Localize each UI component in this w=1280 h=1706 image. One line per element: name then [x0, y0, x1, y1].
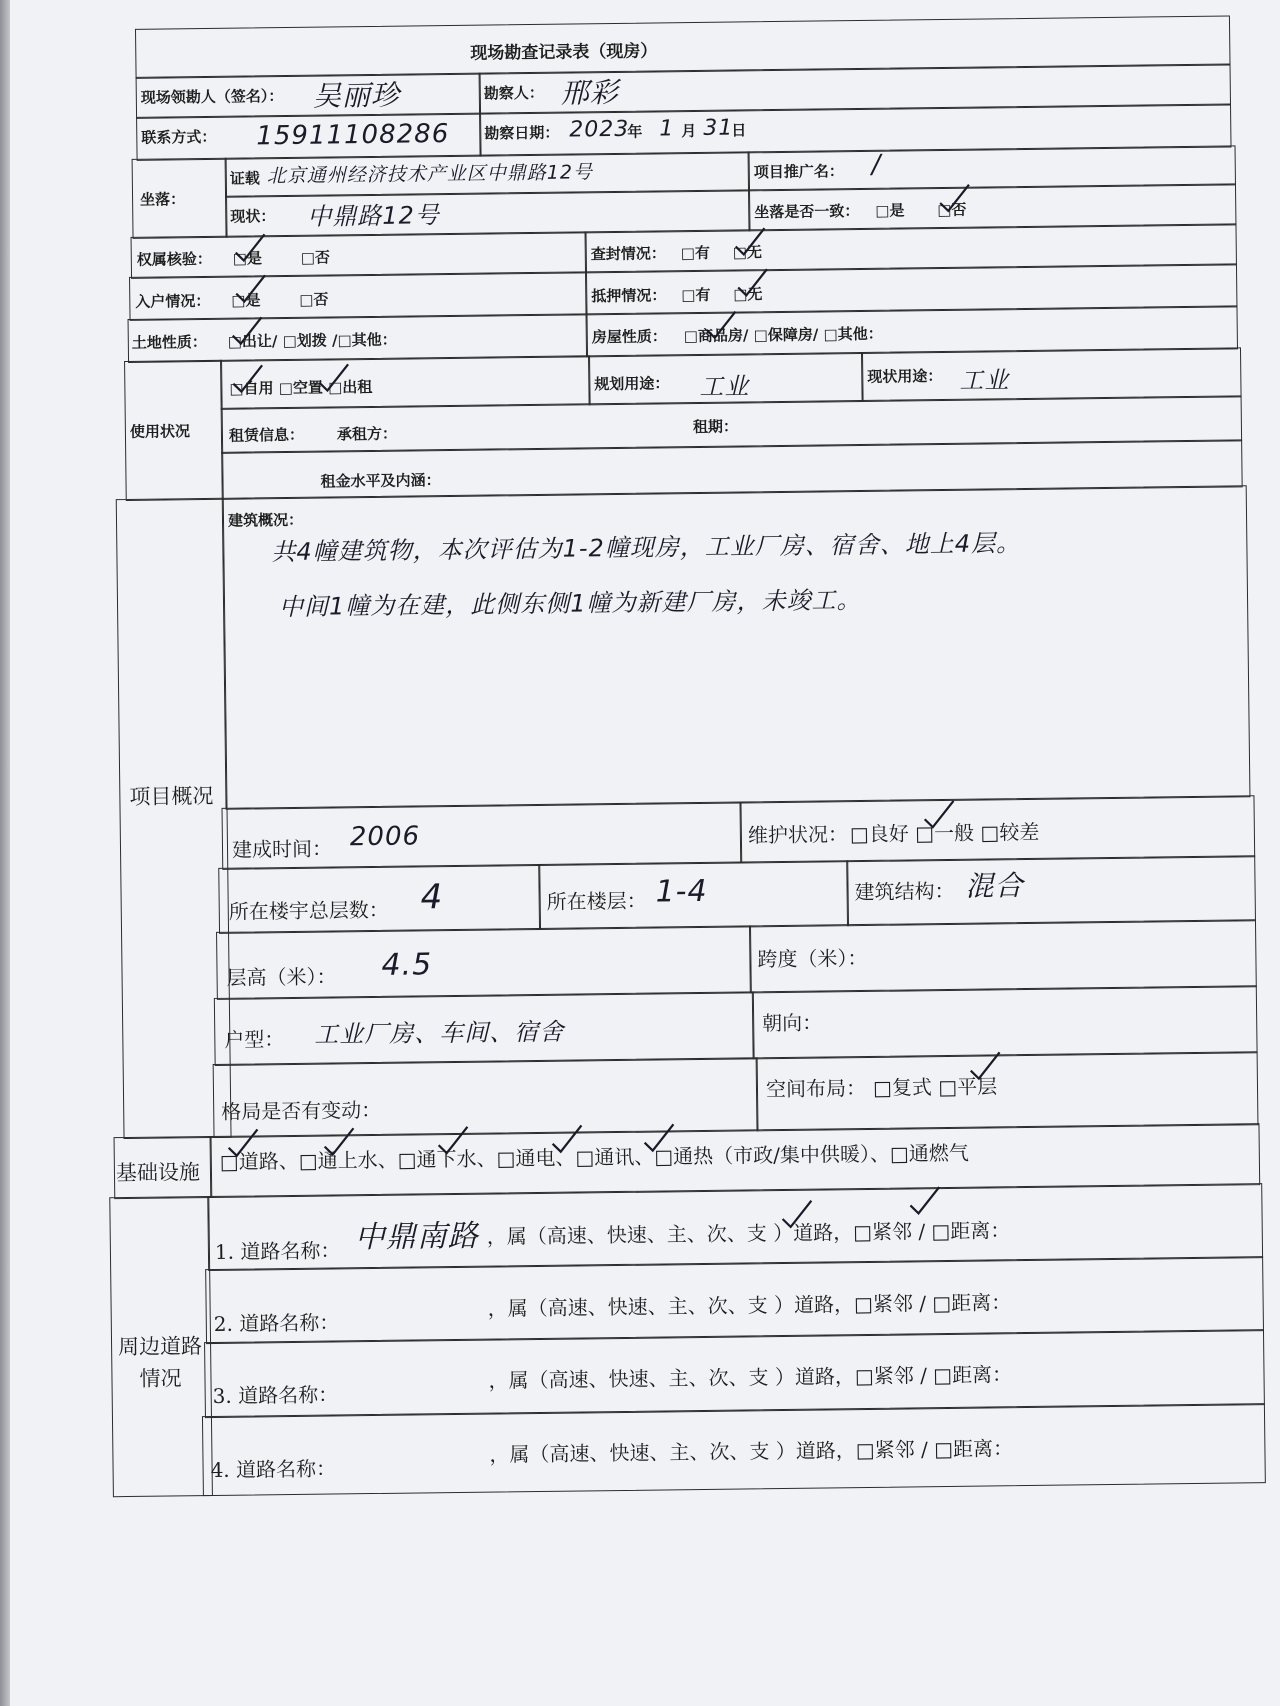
built-label: 建成时间：	[231, 836, 333, 862]
span-label: 跨度（米）：	[757, 945, 868, 972]
lead-value: 吴丽珍	[312, 78, 401, 113]
mortgage-none-option[interactable]: □无	[733, 285, 763, 304]
check-mark-icon	[321, 1126, 355, 1156]
date-year: 2023	[569, 116, 630, 143]
floors-label: 所在楼宇总层数：	[228, 897, 389, 924]
floor-label: 所在楼层：	[546, 888, 647, 914]
check-mark-icon	[435, 1125, 469, 1155]
ownership-no-option[interactable]: □否	[300, 248, 331, 267]
type-label: 户型：	[224, 1027, 285, 1052]
rent-level-label: 租金水平及内涵：	[320, 471, 441, 491]
use-options[interactable]: □自用 □空置 □出租	[229, 377, 373, 398]
check-mark-icon	[907, 1185, 941, 1215]
road4-type[interactable]: ，属（高速、快速、主、次、支 ）道路，□紧邻 / □距离：	[489, 1436, 1014, 1467]
contact-label: 联系方式：	[141, 127, 217, 147]
actual-use-label: 现状用途：	[867, 367, 943, 386]
form-title: 现场勘查记录表（现房）	[470, 41, 658, 64]
cert-label: 证载	[229, 169, 260, 188]
type-value: 工业厂房、车间、宿舍	[314, 1017, 565, 1049]
contact-value: 15911108286	[256, 119, 450, 152]
surveyor-value: 邢彩	[560, 75, 620, 110]
height-value: 4.5	[381, 947, 433, 983]
building-line1: 共4幢建筑物，本次评估为1-2幢现房，工业厂房、宿舍、地上4层。	[271, 529, 1022, 567]
date-year-unit: 年	[627, 122, 643, 141]
consistent-yes-option[interactable]: □是	[875, 201, 905, 220]
term-label: 租期：	[692, 417, 739, 437]
check-mark-icon	[937, 183, 971, 213]
check-mark-icon	[232, 232, 266, 262]
current-label: 现状：	[230, 207, 276, 226]
building-line2: 中间1幢为在建，此侧东侧1幢为新建厂房，未竣工。	[278, 586, 862, 622]
seal-none-option[interactable]: □无	[732, 243, 763, 262]
check-mark-icon	[732, 226, 766, 256]
location-label: 坐落：	[139, 190, 186, 209]
road3-label: 3. 道路名称：	[212, 1382, 339, 1408]
road-label: 周边道路情况	[117, 1334, 203, 1391]
ownership-label: 权属核验：	[136, 249, 212, 269]
land-options[interactable]: □出让/ □划拨 /□其他：	[227, 330, 397, 351]
height-label: 层高（米）：	[226, 964, 337, 990]
road2-label: 2. 道路名称：	[213, 1310, 340, 1336]
floors-value: 4	[420, 877, 444, 918]
entry-yes-option[interactable]: □是	[231, 291, 261, 310]
road1-value: 中鼎南路	[354, 1218, 479, 1256]
struct-value: 混合	[965, 869, 1024, 903]
check-mark-icon	[735, 267, 769, 297]
layout-options[interactable]: □复式 □平层	[872, 1074, 998, 1100]
road1-label: 1. 道路名称：	[214, 1238, 341, 1264]
road2-type[interactable]: ，属（高速、快速、主、次、支 ）道路，□紧邻 / □距离：	[487, 1290, 1012, 1321]
check-mark-icon	[233, 273, 267, 303]
actual-use-value: 工业	[959, 366, 1010, 395]
road3-type[interactable]: ，属（高速、快速、主、次、支 ）道路，□紧邻 / □距离：	[488, 1362, 1013, 1393]
surveyor-label: 勘察人：	[483, 83, 544, 103]
plan-use-value: 工业	[699, 372, 750, 401]
house-options[interactable]: □商品房/ □保障房/ □其他：	[683, 324, 883, 346]
road4-label: 4. 道路名称：	[210, 1456, 337, 1483]
check-mark-icon	[316, 362, 350, 392]
date-label: 勘察日期：	[484, 123, 560, 143]
check-mark-icon	[641, 1122, 675, 1152]
promo-value: /	[871, 149, 882, 180]
consistent-label: 坐落是否一致：	[754, 202, 860, 222]
building-label: 建筑概况：	[227, 510, 304, 530]
use-label: 使用状况	[129, 422, 191, 441]
plan-use-label: 规划用途：	[594, 374, 670, 394]
current-value: 中鼎路12号	[307, 201, 441, 231]
seal-have-option[interactable]: □有	[680, 243, 711, 263]
check-mark-icon	[230, 363, 264, 393]
check-mark-icon	[703, 309, 737, 339]
lead-label: 现场领勘人（签名）：	[140, 87, 284, 107]
layout-label: 空间布局：	[765, 1075, 867, 1102]
entry-no-option[interactable]: □否	[299, 290, 329, 309]
check-mark-icon	[779, 1199, 813, 1229]
land-label: 土地性质：	[131, 332, 207, 352]
project-label: 项目概况	[129, 783, 214, 809]
mortgage-label: 抵押情况：	[591, 286, 667, 306]
floor-value: 1-4	[655, 873, 708, 910]
check-mark-icon	[921, 799, 955, 829]
date-month-unit: 月	[681, 121, 697, 141]
check-mark-icon	[230, 315, 264, 345]
check-mark-icon	[968, 1050, 1002, 1080]
tenant-label: 承租方：	[336, 424, 398, 444]
orient-cell	[752, 985, 1258, 1059]
entry-label: 入户情况：	[135, 291, 211, 311]
date-day: 31	[703, 115, 734, 141]
consistent-no-option[interactable]: □否	[937, 200, 967, 220]
date-day-unit: 日	[731, 121, 747, 140]
built-value: 2006	[349, 821, 421, 853]
survey-form	[40, 15, 1275, 1650]
check-mark-icon	[225, 1127, 259, 1157]
mortgage-have-option[interactable]: □有	[681, 285, 711, 305]
struct-label: 建筑结构：	[854, 878, 955, 905]
maint-label: 维护状况：	[747, 822, 849, 848]
rent-label: 租赁信息：	[228, 425, 305, 445]
ownership-yes-option[interactable]: □是	[232, 249, 263, 268]
cert-value: 北京通州经济技术产业区中鼎路12号	[266, 161, 594, 188]
change-label: 格局是否有变动：	[221, 1097, 382, 1124]
house-label: 房屋性质：	[591, 327, 667, 347]
check-mark-icon	[549, 1123, 583, 1153]
date-month: 1	[659, 116, 675, 142]
orient-label: 朝向：	[762, 1010, 823, 1036]
seal-label: 查封情况：	[590, 244, 666, 264]
road1-type[interactable]: ，属（高速、快速、主、次、支 ）道路，□紧邻 / □距离：	[486, 1218, 1011, 1249]
infra-label: 基础设施	[115, 1160, 201, 1186]
infra-options[interactable]: □道路、□通上水、□通下水、□通电、□通讯、□通热（市政/集中供暖）、□通燃气	[219, 1140, 969, 1174]
maint-options[interactable]: □良好 □一般 □较差	[849, 819, 1040, 847]
promo-label: 项目推广名：	[753, 162, 844, 182]
